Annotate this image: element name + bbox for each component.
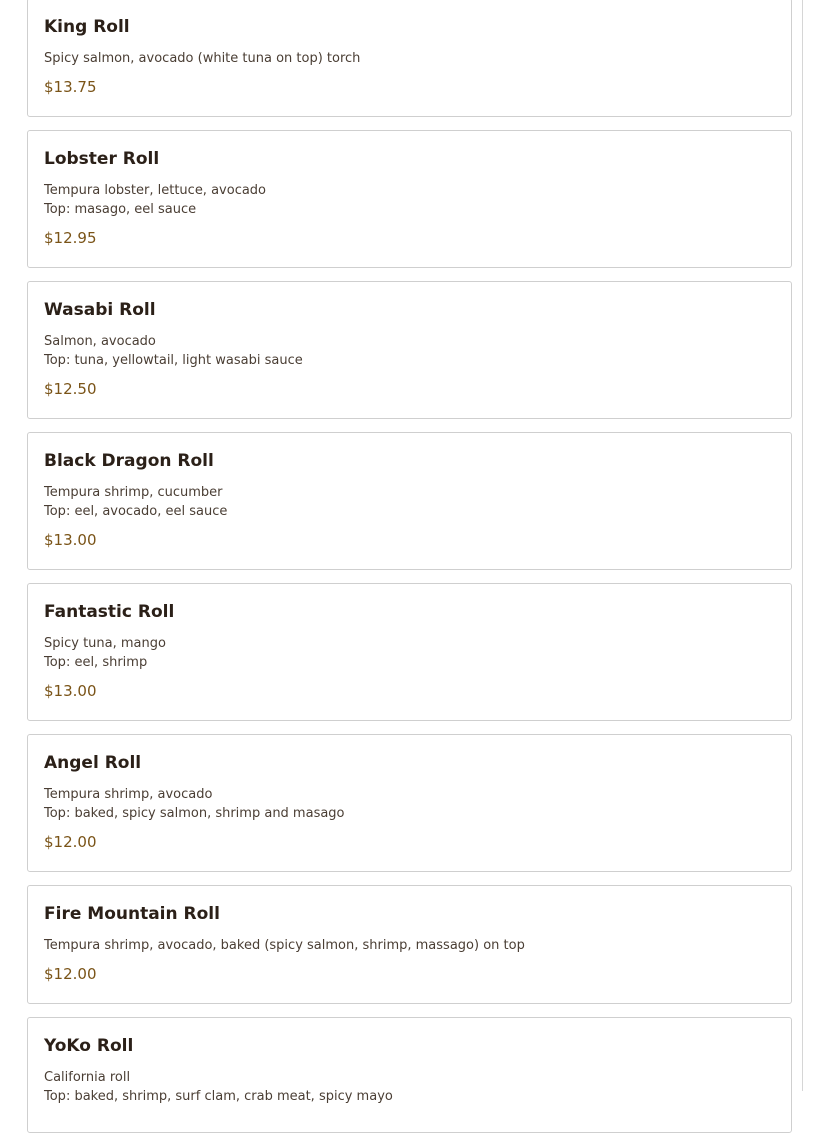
item-description (44, 483, 775, 521)
item-description (44, 49, 775, 68)
menu-item-list (27, 0, 792, 1146)
item-topping-line: Top: tuna, yellowtail, light wasabi sauce (44, 353, 303, 368)
item-description-line: Tempura shrimp, avocado (44, 787, 213, 802)
item-topping-line: Top: masago, eel sauce (44, 202, 197, 217)
item-price: $12.00 (44, 833, 97, 851)
item-topping-line: Top: baked, spicy salmon, shrimp and masago (44, 806, 345, 821)
item-description (44, 332, 775, 370)
item-name: YoKo Roll (44, 1036, 134, 1056)
item-price: $12.95 (44, 229, 97, 247)
scrollbar-track[interactable] (802, 0, 803, 1091)
item-name: Fantastic Roll (44, 602, 175, 622)
item-name: Angel Roll (44, 753, 142, 773)
item-name: Black Dragon Roll (44, 451, 214, 471)
item-price: $13.00 (44, 682, 97, 700)
item-price: $13.00 (44, 531, 97, 549)
item-description-line: Tempura lobster, lettuce, avocado (44, 183, 267, 198)
item-description (44, 785, 775, 823)
item-price: $12.50 (44, 380, 97, 398)
menu-item-wasabi-roll[interactable] (27, 281, 792, 419)
item-topping-line: Top: baked, shrimp, surf clam, crab meat, spicy mayo (44, 1089, 393, 1104)
item-description-line: Tempura shrimp, avocado, baked (spicy salmon, shrimp, massago) on top (44, 938, 525, 953)
item-name: Wasabi Roll (44, 300, 156, 320)
menu-item-angel-roll[interactable] (27, 734, 792, 872)
item-name: Lobster Roll (44, 149, 160, 169)
item-description (44, 1068, 775, 1106)
menu-item-lobster-roll[interactable] (27, 130, 792, 268)
menu-item-fantastic-roll[interactable] (27, 583, 792, 721)
item-name: Fire Mountain Roll (44, 904, 220, 924)
item-description-line: Spicy salmon, avocado (white tuna on top) torch (44, 51, 361, 66)
item-name: King Roll (44, 17, 130, 37)
menu-item-fire-mountain-roll[interactable] (27, 885, 792, 1004)
menu-item-black-dragon-roll[interactable] (27, 432, 792, 570)
item-price (44, 1114, 775, 1132)
item-price: $12.00 (44, 965, 97, 983)
item-price: $13.75 (44, 78, 97, 96)
menu-item-yoko-roll[interactable] (27, 1017, 792, 1133)
item-description (44, 181, 775, 219)
item-topping-line: Top: eel, avocado, eel sauce (44, 504, 228, 519)
item-description-line: Tempura shrimp, cucumber (44, 485, 223, 500)
menu-item-king-roll[interactable] (27, 0, 792, 117)
item-description (44, 634, 775, 672)
item-description-line: Spicy tuna, mango (44, 636, 166, 651)
item-description-line: Salmon, avocado (44, 334, 156, 349)
item-description-line: California roll (44, 1070, 131, 1085)
item-topping-line: Top: eel, shrimp (44, 655, 148, 670)
item-description (44, 936, 775, 955)
